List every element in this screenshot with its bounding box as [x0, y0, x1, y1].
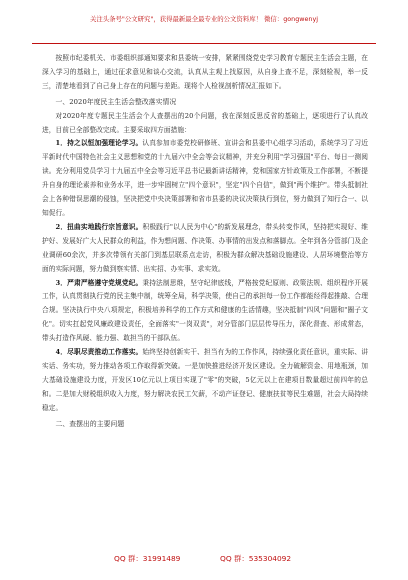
- qq-group-2: QQ 群：535304092: [220, 554, 292, 563]
- section-2-heading: 二、查摆出的主要问题: [55, 419, 125, 428]
- measure-title-2: 2．扭曲实地践行宗旨意识。: [55, 222, 143, 231]
- measure-paragraph-1: [42, 137, 368, 220]
- promo-header-line: 关注头条号"公文研究"，获得最新最全最专业的公文资料库！ 微信：gongwenyj: [89, 15, 319, 23]
- measure-body-4: 始终坚持创新实干、担当有为的工作作风，持续强化责任意识，重实际、讲实话、务实功，努力推动各项工作取得新突破。一是加快推进经济开发区建设。全力破解资金、用地瓶颈，加大基础设施建设力度，开发区10亿元以上项目实现了"零"的突破，5亿元以上在建项目数量超过前四年的总和。二是加大财税组织收入力度，努力解决农民工欠薪，不动产证登记、健康扶贫等民生难题，社会大局持续稳定。: [42, 348, 368, 412]
- measure-title-3: 3．严肃严格遵守党规党纪。: [55, 278, 143, 287]
- measure-title-1: 1．持之以恒加强理论学习。: [55, 139, 143, 148]
- measure-body-2: 积极践行"以人民为中心"的新发展理念，带头转变作风，坚持把实现好、维护好、发展好广大人民群众的利益，作为想问题、作决策、办事情的出发点和落脚点。全年到各分管部门及企业调研60余次，并多次带领有关部门到基层联系点走访，积极为群众解决基础设施建设、人居环境整治等方面的实际问题，努力做到察实情、出实招、办实事、求实效。: [42, 222, 368, 273]
- promo-header: [32, 15, 376, 24]
- qq-group-1: QQ 群：31991489: [114, 554, 181, 563]
- header-divider: [32, 43, 376, 44]
- intro-paragraph: 按照市纪委机关、市委组织部通知要求和县委统一安排，紧紧围绕党史学习教育专题民主生活会主题，在深入学习的基础上，通过征求意见和谈心交流，认真从主观上找原因，从自身上查不足，深刻检视，举一反三，清楚地看到了自己身上存在的问题与差距。现将个人检视剖析情况汇报如下。: [42, 54, 368, 90]
- measure-title-4: 4．尽职尽责推动工作落实。: [55, 348, 143, 357]
- measure-paragraph-3: [42, 277, 368, 347]
- measure-paragraph-4: [42, 346, 368, 416]
- measure-body-1: 认真参加市委党校研修班、宣讲会和县委中心组学习活动，系统学习了习近平新时代中国特色社会主义思想和党的十九届六中全会等会议精神，并充分利用"学习强国"平台、每日一测阅读。充分利用党员学习十九届五中全会等习近平总书记最新讲话精神，党和国家方针政策及工作部署，不断提升自身的理论素养和业务水平，进一步牢固树立"四个意识"，坚定"四个自信"，做到"两个维护"。带头抵制社会上各种错误思潮的侵蚀，坚决把党中央决策部署和省市县委的决议决策执行到位，努力做到了知行合一、以知促行。: [42, 139, 368, 217]
- measure-body-3: 秉持法制思维，坚守纪律底线，严格按党纪原则、政策法规、组织程序开展工作，认真贯彻执行党的民主集中制，统筹全局，科学决策，使自己的承担每一份工作都能经得起推敲、合理合规。坚决执行中央八项规定，积极培养科学的工作方式和健康的生活情趣，坚决抵制"四风"问题和"圈子文化"。切实扛起党风廉政建设责任，全面落实"一岗双责"，对分管部门层层传导压力，深化督查、形成常态，带头打造作风硬、能力强、敢担当的干部队伍。: [42, 278, 368, 343]
- document-body: [42, 52, 368, 431]
- measure-paragraph-2: [42, 221, 368, 277]
- section-1-heading: 一、2020年度民主生活会整改落实情况: [55, 97, 177, 106]
- section-1-intro: 对2020年度专题民主生活会个人查摆出的20个问题，我在深刻反思反省的基础上，逐项进行了认真改进，目前已全部整改完成。主要采取四方面措施：: [42, 111, 368, 134]
